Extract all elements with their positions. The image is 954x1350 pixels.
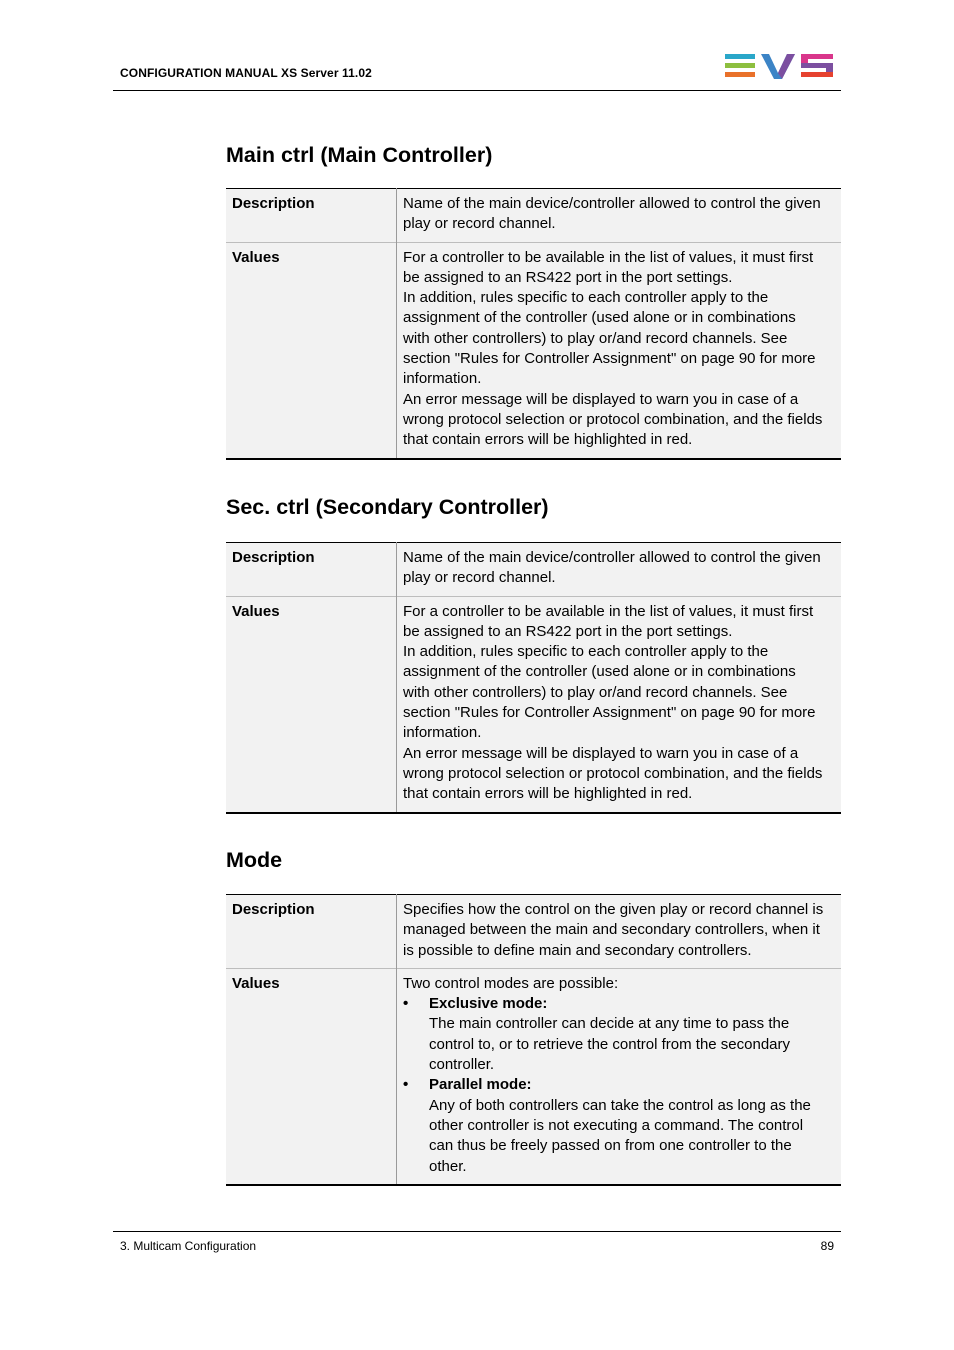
row-value	[397, 895, 842, 969]
row-label: Description	[226, 189, 397, 243]
section-main-ctrl	[226, 142, 841, 460]
page-footer	[113, 1231, 841, 1253]
parameter-table	[226, 188, 841, 460]
text-line: other.	[429, 1157, 467, 1175]
cross-reference-line: section "Rules for Controller Assignment" on page 90 for more	[403, 350, 816, 368]
row-label: Values	[226, 596, 397, 812]
parameter-table	[226, 542, 841, 814]
row-label: Values	[226, 968, 397, 1184]
text-line: In addition, rules specific to each controller apply to the	[403, 643, 769, 661]
section-heading: Main ctrl (Main Controller)	[226, 143, 493, 167]
table-row	[226, 895, 841, 969]
cross-reference-line: section "Rules for Controller Assignment" on page 90 for more	[403, 704, 816, 722]
text-line: The main controller can decide at any time to pass the	[429, 1015, 790, 1033]
text-line: control to, or to retrieve the control from the secondary	[429, 1035, 791, 1053]
row-value	[397, 189, 842, 243]
text-line: controller.	[429, 1056, 495, 1074]
text-line: In addition, rules specific to each controller apply to the	[403, 289, 769, 307]
text-line: that contain errors will be highlighted in red.	[403, 431, 693, 449]
row-value	[397, 596, 842, 812]
text-line: with other controllers) to play or/and record channels. See	[403, 329, 788, 347]
row-label: Description	[226, 895, 397, 969]
text-line: wrong protocol selection or protocol combination, and the fields	[403, 410, 823, 428]
section-heading: Sec. ctrl (Secondary Controller)	[226, 495, 549, 519]
mode-name: Parallel mode:	[429, 1076, 532, 1094]
section-mode	[226, 847, 841, 1186]
section-sec-ctrl	[226, 494, 841, 814]
document-title: CONFIGURATION MANUAL XS Server 11.02	[120, 66, 372, 80]
text-line: An error message will be displayed to warn you in case of a	[403, 390, 799, 408]
bullet-icon: •	[403, 1076, 409, 1094]
values-intro: Two control modes are possible:	[403, 974, 619, 992]
text-line: with other controllers) to play or/and record channels. See	[403, 683, 788, 701]
text-line: managed between the main and secondary controllers, when it	[403, 921, 820, 939]
row-value	[397, 968, 842, 1184]
text-line: Any of both controllers can take the control as long as the	[429, 1096, 811, 1114]
text-line: other controller is not executing a command. The control	[429, 1116, 804, 1134]
text-line: information.	[403, 724, 482, 742]
chapter-label: 3. Multicam Configuration	[120, 1239, 257, 1253]
page-number: 89	[820, 1239, 834, 1253]
text-line: For a controller to be available in the list of values, it must first	[403, 602, 814, 620]
text-line: Name of the main device/controller allowed to control the given	[403, 195, 821, 212]
mode-name: Exclusive mode:	[429, 995, 548, 1013]
table-row	[226, 543, 841, 597]
text-line: information.	[403, 370, 482, 388]
table-row	[226, 189, 841, 243]
text-line: be assigned to an RS422 port in the port settings.	[403, 622, 733, 640]
table-row	[226, 596, 841, 812]
text-line: For a controller to be available in the list of values, it must first	[403, 248, 814, 266]
page-header	[113, 50, 841, 91]
text-line: assignment of the controller (used alone or in combinations	[403, 663, 796, 681]
text-line: assignment of the controller (used alone or in combinations	[403, 309, 796, 327]
row-value	[397, 242, 842, 458]
bullet-icon: •	[403, 995, 409, 1013]
row-label: Description	[226, 543, 397, 597]
section-heading: Mode	[226, 848, 283, 872]
text-line: be assigned to an RS422 port in the port settings.	[403, 268, 733, 286]
text-line: An error message will be displayed to warn you in case of a	[403, 744, 799, 762]
text-line: that contain errors will be highlighted in red.	[403, 785, 693, 803]
table-row	[226, 968, 841, 1184]
text-line: play or record channel.	[403, 569, 556, 587]
text-line: Specifies how the control on the given play or record channel is	[403, 901, 824, 918]
text-line: play or record channel.	[403, 215, 556, 233]
text-line: wrong protocol selection or protocol combination, and the fields	[403, 764, 823, 782]
bullet-item-exclusive-mode	[403, 994, 835, 1014]
row-value	[397, 543, 842, 597]
text-line: can thus be freely passed on from one controller to the	[429, 1137, 792, 1155]
bullet-item-parallel-mode	[403, 1075, 835, 1095]
evs-logo	[725, 52, 835, 82]
row-label: Values	[226, 242, 397, 458]
parameter-table	[226, 894, 841, 1186]
text-line: Name of the main device/controller allowed to control the given	[403, 549, 821, 566]
table-row	[226, 242, 841, 458]
text-line: is possible to define main and secondary controllers.	[403, 941, 752, 959]
